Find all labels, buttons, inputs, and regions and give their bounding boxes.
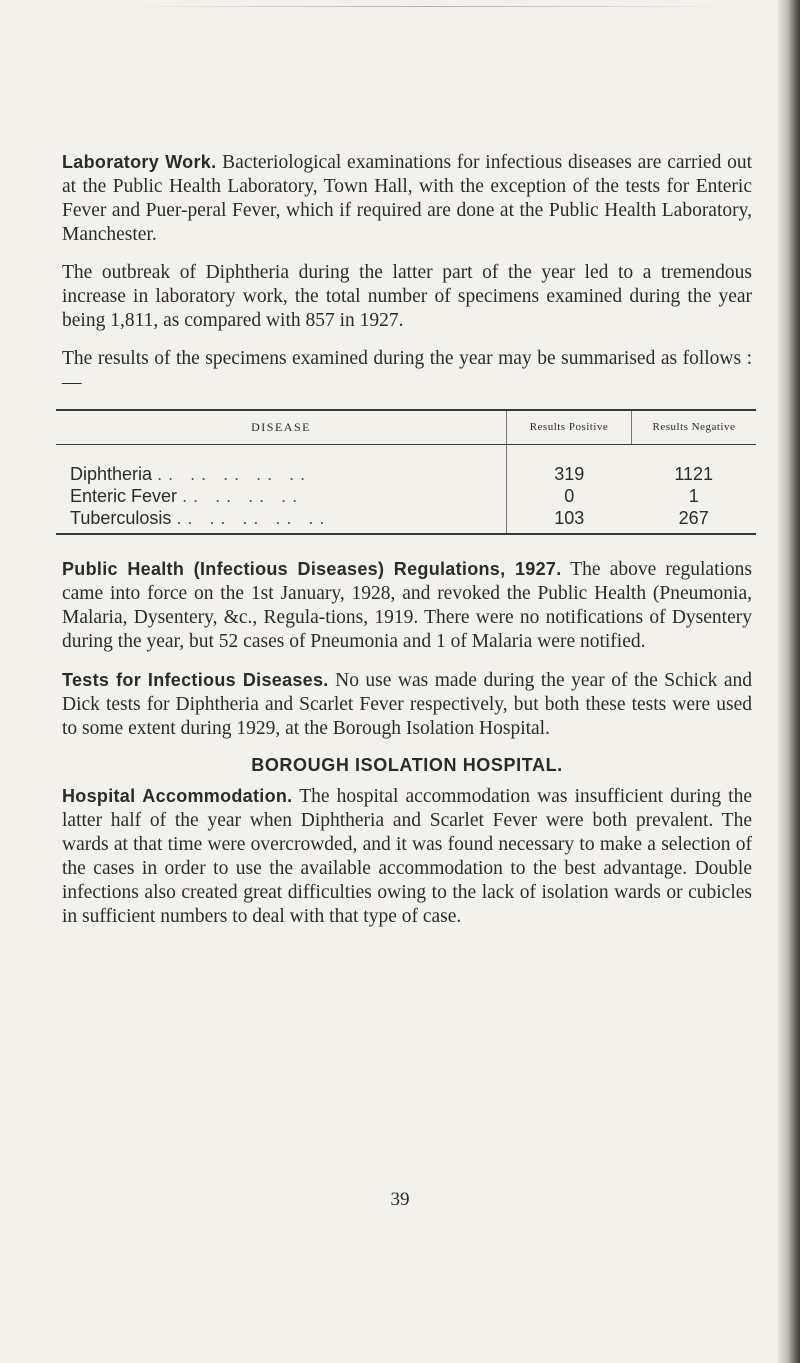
heading-tests: Tests for Infectious Diseases. (62, 670, 329, 690)
text-laboratory-work: Bacteriological examinations for infectious diseases are carried out at the Public Health Laboratory, Town Hall, with the exception of the tests for Enteric Fever and Puer-peral Fever, which if required are done at the Public Health Laboratory, Manchester. (62, 152, 753, 245)
disease-cell (56, 445, 507, 486)
table-row (56, 445, 756, 486)
disease-cell (56, 485, 507, 507)
paragraph-regulations (62, 557, 752, 654)
table-row (56, 507, 756, 534)
negative-cell: 1121 (674, 464, 714, 484)
paragraph-results-intro: The results of the specimens examined during the year may be summarised as follows :— (62, 348, 752, 393)
dot-leader: .. .. .. .. (182, 486, 304, 506)
disease-cell (56, 507, 507, 534)
table-row (56, 485, 756, 507)
positive-cell: 0 (507, 485, 632, 507)
positive-cell: 319 (507, 445, 632, 486)
text-accommodation: The hospital accommodation was insufficient during the latter half of the year when Diphtheria and Scarlet Fever were both prevalent. The wards at that time were overcrowded, and it was found necessary to make a selection of the cases in order to use the available accommodation to the best advantage. Double infections also created great difficulties owing to the lack of isolation wards or cubicles in sufficient numbers to deal with that type of case. (62, 786, 752, 927)
top-rule (120, 6, 740, 7)
paragraph-tests (62, 668, 752, 741)
heading-accommodation: Hospital Accommodation. (62, 786, 293, 806)
disease-name: Tuberculosis (70, 508, 172, 528)
results-table (56, 409, 756, 535)
section-title: BOROUGH ISOLATION HOSPITAL. (251, 755, 563, 775)
page-number: 39 (390, 1189, 410, 1210)
dot-leader: .. .. .. .. .. (176, 508, 331, 528)
page-edge-shadow (778, 0, 800, 1363)
text-tests: No use was made during the year of the Schick and Dick tests for Diphtheria and Scarlet Fever respectively, but both these tests were used to some extent during 1929, at the Borough Isolation Hospital. (62, 670, 752, 739)
table-header-row (56, 410, 756, 445)
disease-name: Enteric Fever (70, 486, 178, 506)
negative-cell: 1 (688, 486, 699, 506)
paragraph-outbreak: The outbreak of Diphtheria during the latter part of the year led to a tremendous increase in laboratory work, the total number of specimens examined during the year being 1,811, as compared with 857 in 1927. (62, 262, 752, 331)
positive-cell: 103 (507, 507, 632, 534)
heading-laboratory-work: Laboratory Work. (62, 152, 217, 172)
negative-cell: 267 (678, 508, 709, 528)
header-disease: DISEASE (56, 410, 507, 445)
header-results-negative: Results Negative (631, 410, 756, 445)
heading-regulations: Public Health (Infectious Diseases) Regulations, 1927. (62, 559, 562, 579)
paragraph-accommodation (62, 784, 752, 929)
paragraph-laboratory-work (62, 150, 752, 247)
text-regulations: The above regulations came into force on the 1st January, 1928, and revoked the Public Health (Pneumonia, Malaria, Dysentery, &c., Regula-tions, 1919. There were no notifications of Dysentery during the year, but 52 cases of Pneumonia and 1 of Malaria were notified. (62, 559, 752, 652)
document-page (62, 150, 752, 943)
dot-leader: .. .. .. .. .. (157, 464, 312, 484)
header-results-positive: Results Positive (507, 410, 632, 445)
disease-name: Diphtheria (70, 464, 153, 484)
